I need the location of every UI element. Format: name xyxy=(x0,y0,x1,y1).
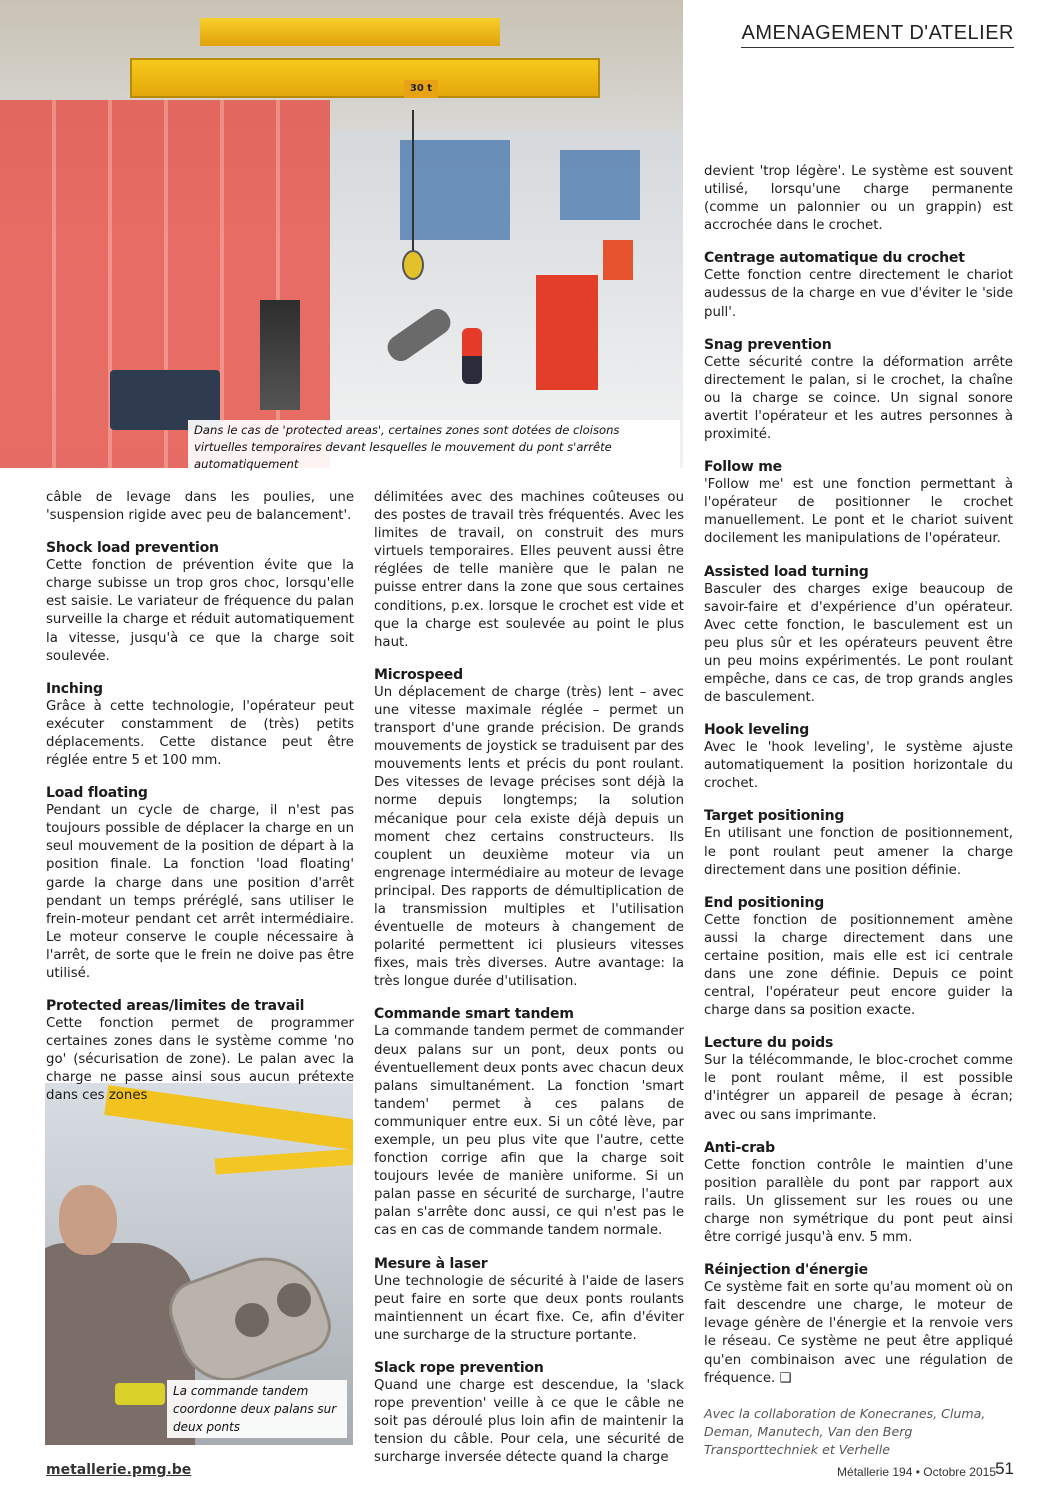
subheading: Load floating xyxy=(46,785,148,802)
subheading: Shock load prevention xyxy=(46,540,219,557)
paragraph: devient 'trop légère'. Le système est souvent utilisé, lorsqu'une charge permanente (comme un palonnier ou un grappin) est accrochée dans le crochet. xyxy=(704,164,1013,234)
rack xyxy=(400,140,510,240)
worker xyxy=(462,328,482,384)
crane-beam xyxy=(130,58,600,98)
paragraph: Quand une charge est descendue, la 'slack rope prevention' veille à ce que le câble ne soit pas déroulé plus loin afin de maintenir la tension du câble. Pour cela, une sécurité de surcharge inversée détecte quand la charge xyxy=(374,1377,684,1466)
end-mark-icon: ❑ xyxy=(779,1370,792,1386)
paragraph: 'Follow me' est une fonction permettant à l'opérateur de positionner le crochet manuellement. Le pont et le chariot suivent docilement les manipulations de l'opérateur. xyxy=(704,477,1013,547)
subheading: Microspeed xyxy=(374,666,463,683)
forklift xyxy=(260,300,300,410)
subheading: Anti-crab xyxy=(704,1139,775,1156)
paragraph: Cette fonction permet de programmer certaines zones dans le système comme 'no go' (sécurisation de zone). Le palan avec la charge ne passe ainsi sous aucun prétexte dans ces zones xyxy=(46,1016,354,1104)
paragraph: Cette fonction de prévention évite que la charge subisse un trop gros choc, lorsqu'elle est saisie. Le variateur de fréquence du palan surveille la charge et réduit automatiquement la vitesse, jusqu'à ce que la charge soit soulevée. xyxy=(46,558,354,664)
part-hole xyxy=(235,1303,269,1337)
website-link[interactable]: metallerie.pmg.be xyxy=(46,1462,192,1478)
paragraph: Cette fonction de positionnement amène aussi la charge directement dans une certaine position, mais elle est ici centrale dans une zone définie. Depuis ce point central, l'opérateur peut encore guider la charge dans sa position exacte. xyxy=(704,912,1013,1019)
subheading: End positioning xyxy=(704,894,825,911)
paragraph: Une technologie de sécurité à l'aide de lasers peut faire en sorte que deux ponts roulants maintiennent un écart fixe. Ce, afin d'éviter une surcharge de la structure portante. xyxy=(374,1273,684,1343)
photo-caption: Dans le cas de 'protected areas', certaines zones sont dotées de cloisons virtuelles temporaires devant lesquelles le mouvement du pont s'arrête automatiquement xyxy=(188,420,680,475)
paragraph: délimitées avec des machines coûteuses ou des postes de travail très fréquentés. Avec les limites de travail, on construit des murs virtuels temporaires. Elles peuvent aussi être réglées de telle manière que le palan ne puisse entrer dans la zone que sous certaines conditions, p.ex. lorsque le crochet est vide et que la charge est soulevée au point le plus haut. xyxy=(374,490,684,650)
subheading: Hook leveling xyxy=(704,722,810,739)
photo-caption: La commande tandem coordonne deux palans sur deux ponts xyxy=(167,1380,347,1438)
part-hole xyxy=(277,1283,311,1317)
subheading: Slack rope prevention xyxy=(374,1359,544,1376)
subheading: Protected areas/limites de travail xyxy=(46,998,305,1015)
crane-hook xyxy=(402,250,424,280)
text-column-1 xyxy=(46,489,354,1106)
subheading: Target positioning xyxy=(704,808,845,825)
subheading: Snag prevention xyxy=(704,336,832,353)
subheading: Réinjection d'énergie xyxy=(704,1262,868,1279)
paragraph: En utilisant une fonction de positionnement, le pont roulant peut amener la charge directement dans une position définie. xyxy=(704,826,1013,878)
text-column-3 xyxy=(704,163,1013,1459)
paragraph: Pendant un cycle de charge, il n'est pas toujours possible de déplacer la charge en un seul mouvement de la position de départ à la position finale. La fonction 'load floating' garde la charge dans une position d'arrêt pendant un temps préréglé, sans utiliser le frein-moteur pendant cet arrêt intermédiaire. Le moteur conserve le couple nécessaire à l'arrêt, de sorte que le frein ne doive pas être utilisé. xyxy=(46,803,354,981)
paragraph: La commande tandem permet de commander deux palans sur un pont, deux ponts ou éventuellement deux ponts avec chacun deux palans simultanément. La fonction 'smart tandem' permet à ces palans de communiquer entre eux. Si un côté lève, par exemple, un peu plus vite que l'autre, cette fonction corrige afin que la charge soit toujours levée de manière uniforme. Si un palan passe en sécurité de surcharge, l'autre palan s'arrête donc aussi, ce qui n'est pas le cas en cas de commande tandem normale. xyxy=(374,1024,684,1239)
subheading: Inching xyxy=(46,680,103,697)
remote-control xyxy=(115,1383,165,1405)
rack xyxy=(560,150,640,220)
paragraph: Un déplacement de charge (très) lent – avec une vitesse maximale réglée – permet un transport d'une grande précision. De grands mouvements de joystick se traduisent par des mouvements lents et précis du pont roulant. Des vitesses de levage précises sont déjà la norme depuis longtemps; la solution mécanique pour cela existe déjà depuis un moment chez certains constructeurs. Ils couplent un deuxième moteur via un engrenage intermédiaire au moteur de levage principal. Des rapports de démultiplication de la transmission multiples et l'utilisation éventuelle de moteurs à changement de polarité permettent ici plusieurs vitesses fixes, mais très diverses. Autre avantage: la très longue durée d'utilisation. xyxy=(374,684,684,990)
capacity-plate xyxy=(404,80,438,98)
paragraph: Cette fonction contrôle le maintien d'une position parallèle du pont par rapport aux rails. Un glissement sur les roues ou une charge non symétrique du pont peut ainsi être corrigé jusqu'à env. 5 mm. xyxy=(704,1157,1013,1246)
paragraph: Cette fonction centre directement le chariot audessus de la charge en vue d'éviter le 'side pull'. xyxy=(704,268,1013,320)
paragraph xyxy=(704,1279,1013,1388)
paragraph: Grâce à cette technologie, l'opérateur peut exécuter constamment de (très) petits déplacements. Cette distance peut être réglée entre 5 et 100 mm. xyxy=(46,698,354,769)
subheading: Assisted load turning xyxy=(704,563,869,580)
subheading: Centrage automatique du crochet xyxy=(704,250,965,267)
crane-beam-back xyxy=(200,18,500,46)
paragraph: Cette sécurité contre la déformation arrête directement le palan, si le crochet, la chaîne ou la charge se coince. Un signal sonore avertit l'opérateur et les autres personnes à proximité. xyxy=(704,354,1013,443)
subheading: Mesure à laser xyxy=(374,1255,488,1272)
paragraph: Avec le 'hook leveling', le système ajuste automatiquement la position horizontale du crochet. xyxy=(704,740,1013,792)
subheading: Commande smart tandem xyxy=(374,1006,574,1023)
paragraph: Basculer des charges exige beaucoup de savoir-faire et d'expérience d'un opérateur. Avec cette fonction, le basculement est un peu plus sûr et les opérateurs peuvent être un peu moins expérimentés. Le pont roulant empêche, dans ce cas, de trop grands angles de basculement. xyxy=(704,581,1013,706)
subheading: Follow me xyxy=(704,459,782,476)
operator-head xyxy=(59,1185,117,1255)
red-machine xyxy=(603,240,633,280)
crane-beam xyxy=(215,1147,353,1174)
red-machine xyxy=(536,275,598,390)
issue-info: Métallerie 194 • Octobre 2015 xyxy=(837,1465,996,1479)
credits: Avec la collaboration de Konecranes, Cluma, Deman, Manutech, Van den Berg Transporttechniek et Verhelle xyxy=(704,1405,986,1457)
paragraph: câble de levage dans les poulies, une 'suspension rigide avec peu de balancement'. xyxy=(46,490,354,524)
workshop-photo xyxy=(0,0,683,468)
subheading: Lecture du poids xyxy=(704,1035,834,1052)
text-column-2 xyxy=(374,489,684,1467)
hoist-cable xyxy=(412,110,414,250)
page-number: 51 xyxy=(995,1459,1014,1478)
section-title: AMENAGEMENT D'ATELIER xyxy=(741,22,1014,48)
paragraph-text: Ce système fait en sorte qu'au moment où on fait descendre une charge, le moteur de levage génère de l'énergie et la renvoie vers le réseau. Ce système ne peut être appliqué qu'en combinaison avec une régulation de fréquence. xyxy=(704,1280,1013,1386)
paragraph: Sur la télécommande, le bloc-crochet comme le pont roulant même, il est possible d'intégrer un appareil de pesage à écran; avec ou sans imprimante. xyxy=(704,1053,1013,1123)
